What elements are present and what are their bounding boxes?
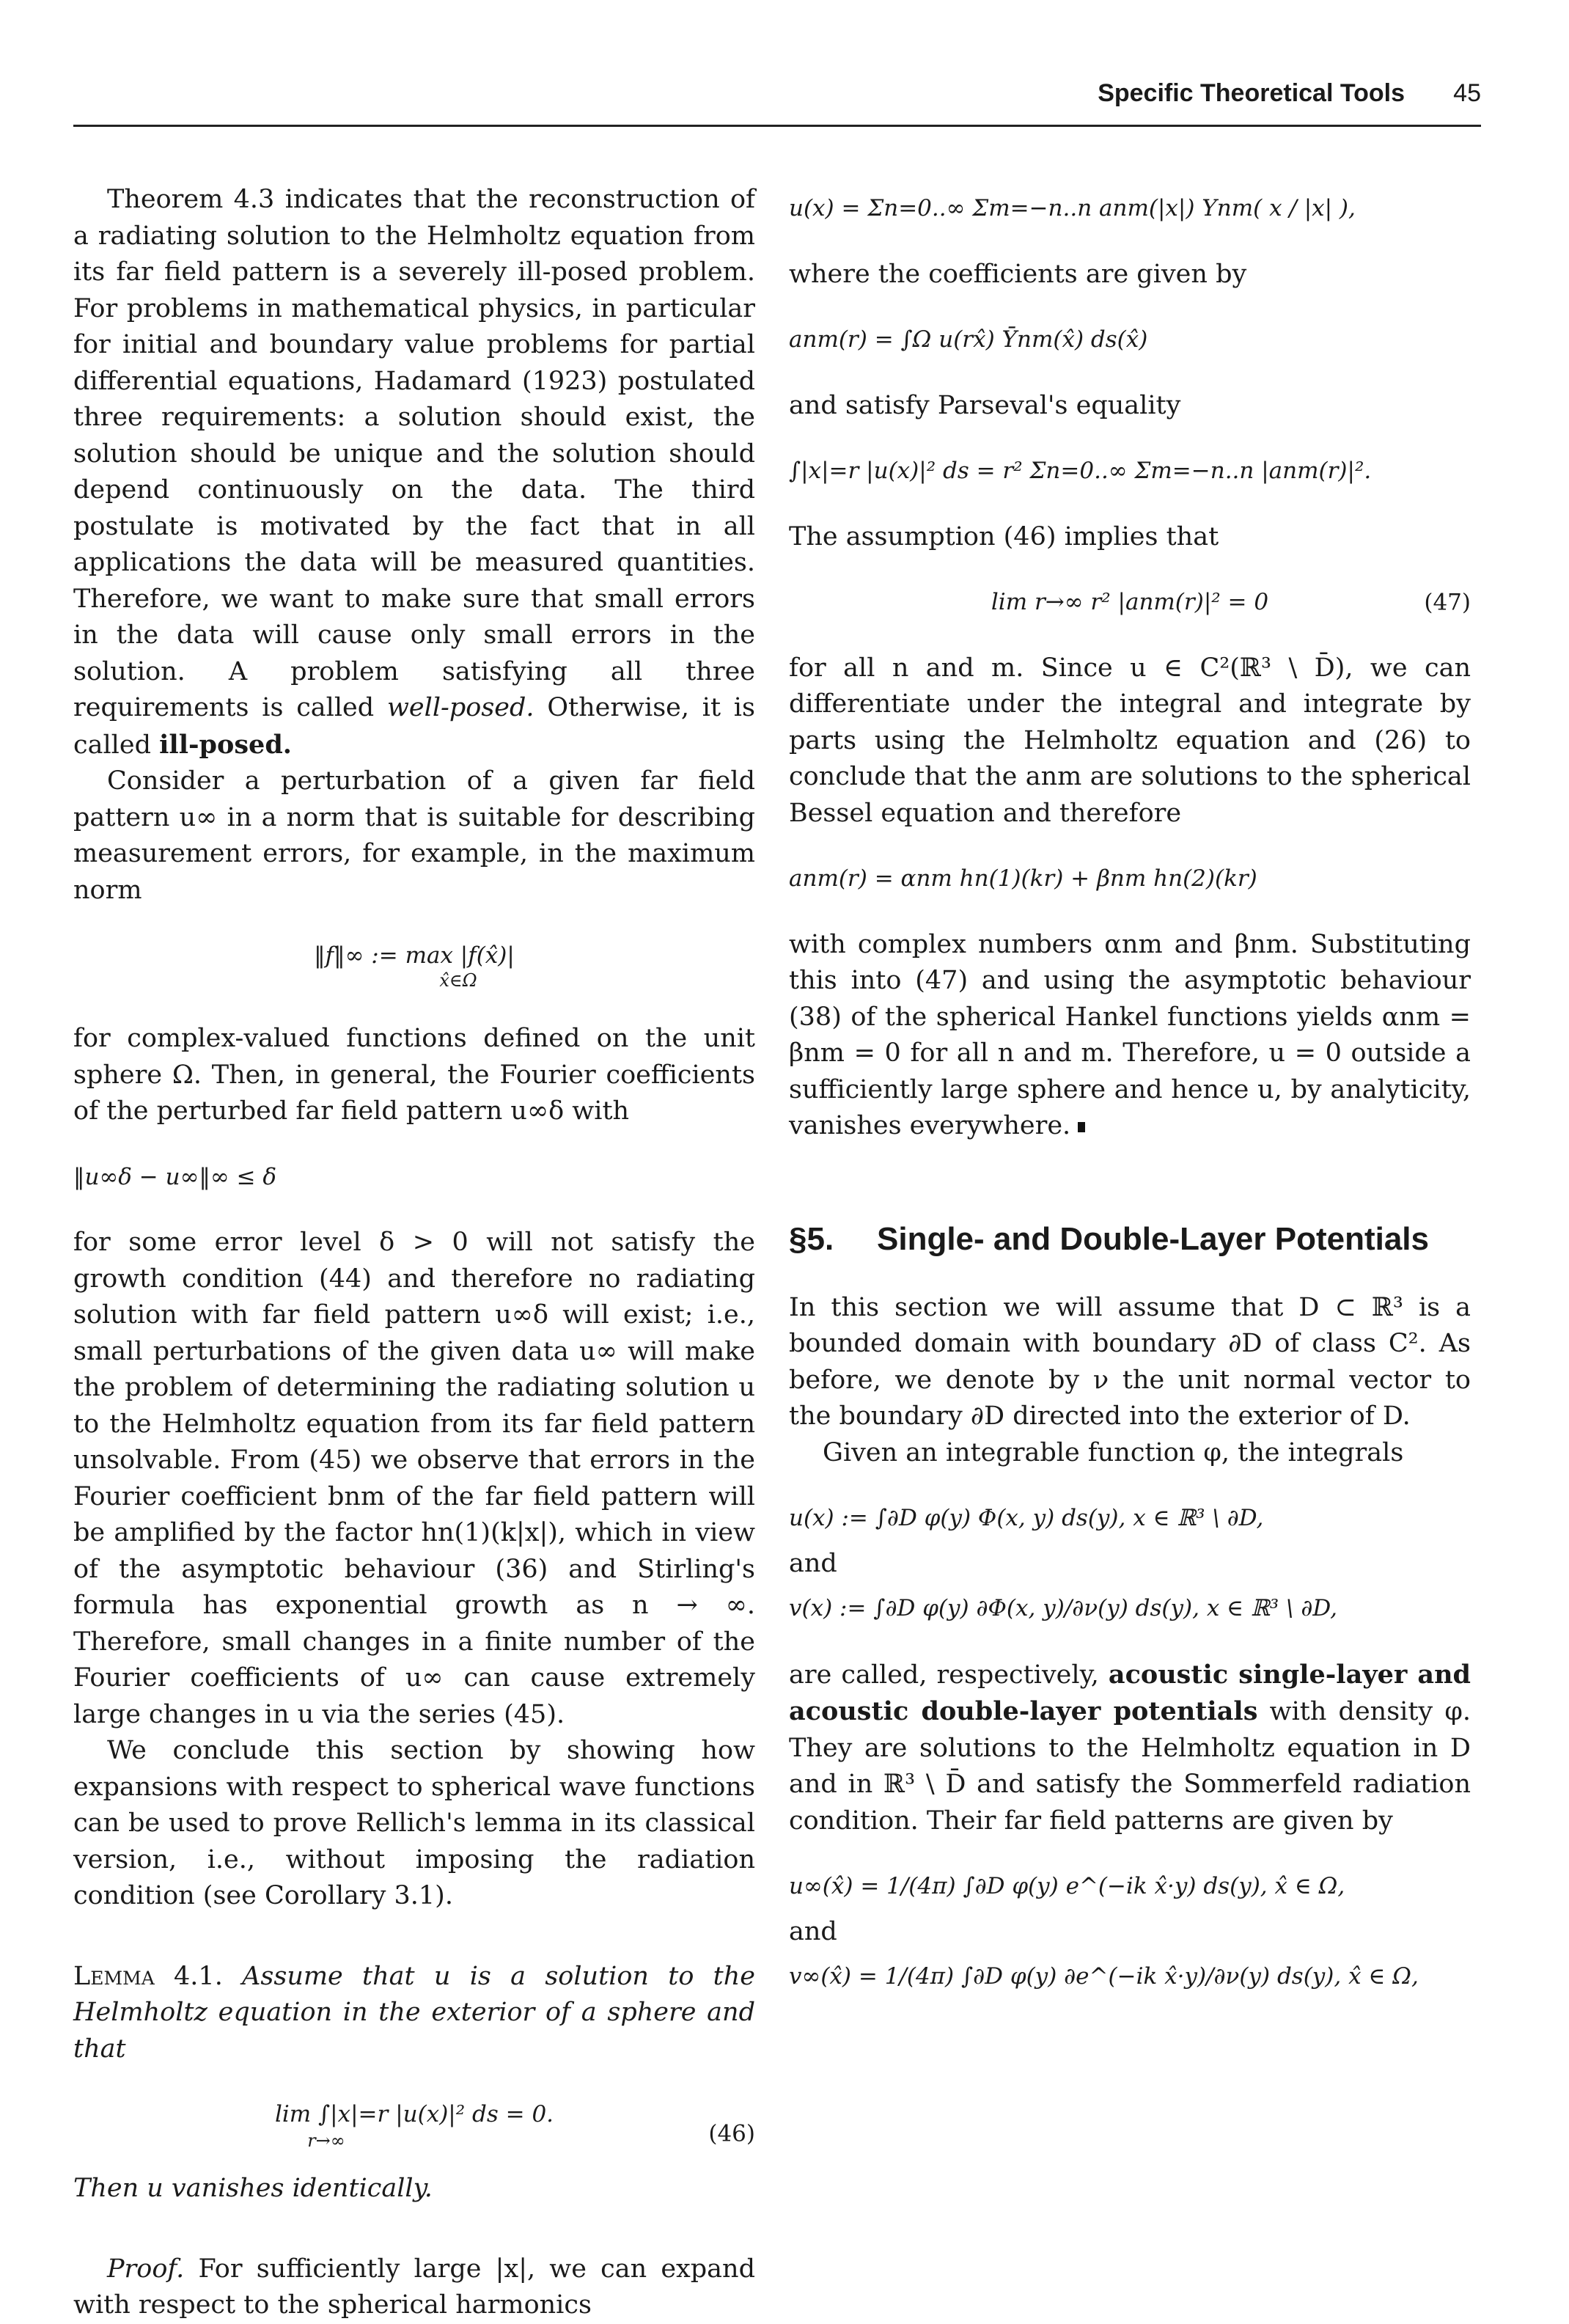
proof-text: For sufficiently large |x|, we can expand with respect to the spherical harmonics: [73, 2254, 755, 2320]
paragraph-text: Theorem 4.3 indicates that the reconstruction of a radiating solution to the Helmholtz equation from its far field pattern is a severely ill-posed problem. For problems in mathematical physics, in particular for initial and boundary value problems for partial differential equations, Hadamard (1923) postulated three requirements: a solution should exist, the solution should be unique and the solution should depend continuously on the data. The third postulate is motivated by the fact that in all applications the data will be measured quantities. Therefore, we want to make sure that small errors in the data will cause only small errors in the solution. A problem satisfying all three requirements is called: [73, 185, 755, 722]
paragraph-error-level: for some error level δ > 0 will not satisfy the growth condition (44) and therefore no radiating solution with far field pattern u∞δ will exist; i.e., small perturbations of the given data u∞ will make the problem of determining the radiating solution u to the Helmholtz equation from its far field pattern unsolvable. From (45) we observe that errors in the Fourier coefficient bnm of the far field pattern will be amplified by the factor hn(1)(k|x|), which in view of the asymptotic behaviour (36) and Stirling's formula has exponential growth as n → ∞. Therefore, small changes in a finite number of the Fourier coefficients of u∞ can cause extremely large changes in u via the series (45).: [73, 1228, 755, 1729]
section-title: Single- and Double-Layer Potentials: [877, 1220, 1430, 1257]
equation-number: (46): [708, 2119, 755, 2147]
right-column: [789, 182, 1471, 1995]
equation-max-norm: [73, 938, 755, 1012]
left-column: [73, 182, 755, 2324]
equation-single-layer: u(x) := ∫∂D φ(y) Φ(x, y) ds(y), x ∈ ℝ³ \ ∂D,: [789, 1505, 1264, 1531]
equation-double-layer: v(x) := ∫∂D φ(y) ∂Φ(x, y)/∂ν(y) ds(y), x ∈ ℝ³ \ ∂D,: [789, 1595, 1337, 1621]
text-coefficients-intro: where the coefficients are given by: [789, 259, 1247, 289]
term-well-posed: well-posed.: [386, 693, 534, 722]
equation-perturbation: ‖u∞δ − u∞‖∞ ≤ δ: [73, 1163, 277, 1190]
equation-text: lim ∫|x|=r |u(x)|² ds = 0.: [274, 2101, 554, 2127]
lemma-statement: [73, 1959, 755, 2068]
header-rule: [73, 125, 1481, 127]
paragraph-hankel: [789, 927, 1471, 1145]
proof-paragraph: [73, 2251, 755, 2324]
equation-text: lim r→∞ r² |anm(r)|² = 0: [991, 589, 1269, 615]
term-ill-posed: ill-posed.: [159, 729, 292, 760]
equation-text: ‖f‖∞ := max |f(x̂)|: [314, 942, 515, 969]
section-number: §5.: [789, 1220, 834, 1257]
lemma-label: Lemma 4.1.: [73, 1961, 223, 1991]
text-assumption: The assumption (46) implies that: [789, 521, 1219, 551]
paragraph-text: Otherwise, it is called: [73, 693, 755, 760]
text-and: and: [789, 1916, 837, 1946]
paragraph-fourier: for complex-valued functions defined on the unit sphere Ω. Then, in general, the Fourier coefficients of the perturbed far field pattern u∞δ with: [73, 1024, 755, 1126]
page-number: 45: [1453, 79, 1481, 107]
section-heading: [789, 1218, 1471, 1261]
text-parseval-intro: and satisfy Parseval's equality: [789, 390, 1181, 420]
equation-bessel: anm(r) = αnm hn(1)(kr) + βnm hn(2)(kr): [789, 865, 1257, 892]
equation-subscript: r→∞: [307, 2130, 345, 2151]
term-potentials: acoustic single-layer and acoustic double-layer potentials: [789, 1659, 1471, 1726]
equation-number: (47): [1424, 589, 1471, 615]
paragraph-text: are called, respectively,: [789, 1660, 1099, 1690]
equation-far-field-single: u∞(x̂) = 1/(4π) ∫∂D φ(y) e^(−ik x̂·y) ds(y), x̂ ∈ Ω,: [789, 1873, 1345, 1899]
lemma-conclusion: Then u vanishes identically.: [73, 2174, 433, 2203]
paragraph-integrals-intro: Given an integrable function φ, the integrals: [823, 1437, 1404, 1467]
lemma-text: Assume that u is a solution to the Helmholtz equation in the exterior of a sphere and that: [73, 1961, 755, 2064]
equation-spherical-series: u(x) = Σn=0..∞ Σm=−n..n anm(|x|) Ynm( x / |x| ),: [789, 195, 1356, 221]
page-header: [73, 79, 1481, 123]
paragraph-wellposed: [73, 182, 755, 763]
text-and: and: [789, 1548, 837, 1578]
paragraph-text: with complex numbers αnm and βnm. Substituting this into (47) and using the asymptotic behaviour (38) of the spherical Hankel functions yields αnm = βnm = 0 for all n and m. Therefore, u = 0 outside a sufficiently large sphere and hence u, by analyticity, vanishes everywhere.: [789, 929, 1471, 1140]
qed-square-icon: [1078, 1122, 1085, 1132]
equation-subscript: x̂∈Ω: [439, 969, 477, 991]
equation-parseval: ∫|x|=r |u(x)|² ds = r² Σn=0..∞ Σm=−n..n |anm(r)|².: [789, 458, 1372, 484]
equation-far-field-double: v∞(x̂) = 1/(4π) ∫∂D φ(y) ∂e^(−ik x̂·y)/∂ν(y) ds(y), x̂ ∈ Ω,: [789, 1963, 1419, 1990]
paragraph-perturbation: Consider a perturbation of a given far field pattern u∞ in a norm that is suitable for describing measurement errors, for example, in the maximum norm: [73, 766, 755, 905]
paragraph-domain: In this section we will assume that D ⊂ ℝ³ is a bounded domain with boundary ∂D of class C². As before, we denote by ν the unit normal vector to the boundary ∂D directed into the exterior of D.: [789, 1292, 1471, 1431]
paragraph-potentials: [789, 1657, 1471, 1840]
equation-47: [789, 584, 1471, 621]
paragraph-text: with density φ. They are solutions to the Helmholtz equation in D and in ℝ³ \ D̄ and satisfy the Sommerfeld radiation condition. Their far field patterns are given by: [789, 1697, 1471, 1836]
proof-label: Proof.: [107, 2254, 185, 2284]
paragraph-bessel: for all n and m. Since u ∈ C²(ℝ³ \ D̄), we can differentiate under the integral and integrate by parts using the Helmholtz equation and (26) to conclude that the anm are solutions to the spherical Bessel equation and therefore: [789, 653, 1471, 828]
equation-coefficients: anm(r) = ∫Ω u(rx̂) Ȳnm(x̂) ds(x̂): [789, 326, 1148, 353]
running-title: Specific Theoretical Tools: [1098, 79, 1405, 107]
equation-46: [73, 2097, 755, 2171]
paragraph-conclude: We conclude this section by showing how expansions with respect to spherical wave functions can be used to prove Rellich's lemma in its classical version, i.e., without imposing the radiation condition (see Corollary 3.1).: [73, 1736, 755, 1910]
